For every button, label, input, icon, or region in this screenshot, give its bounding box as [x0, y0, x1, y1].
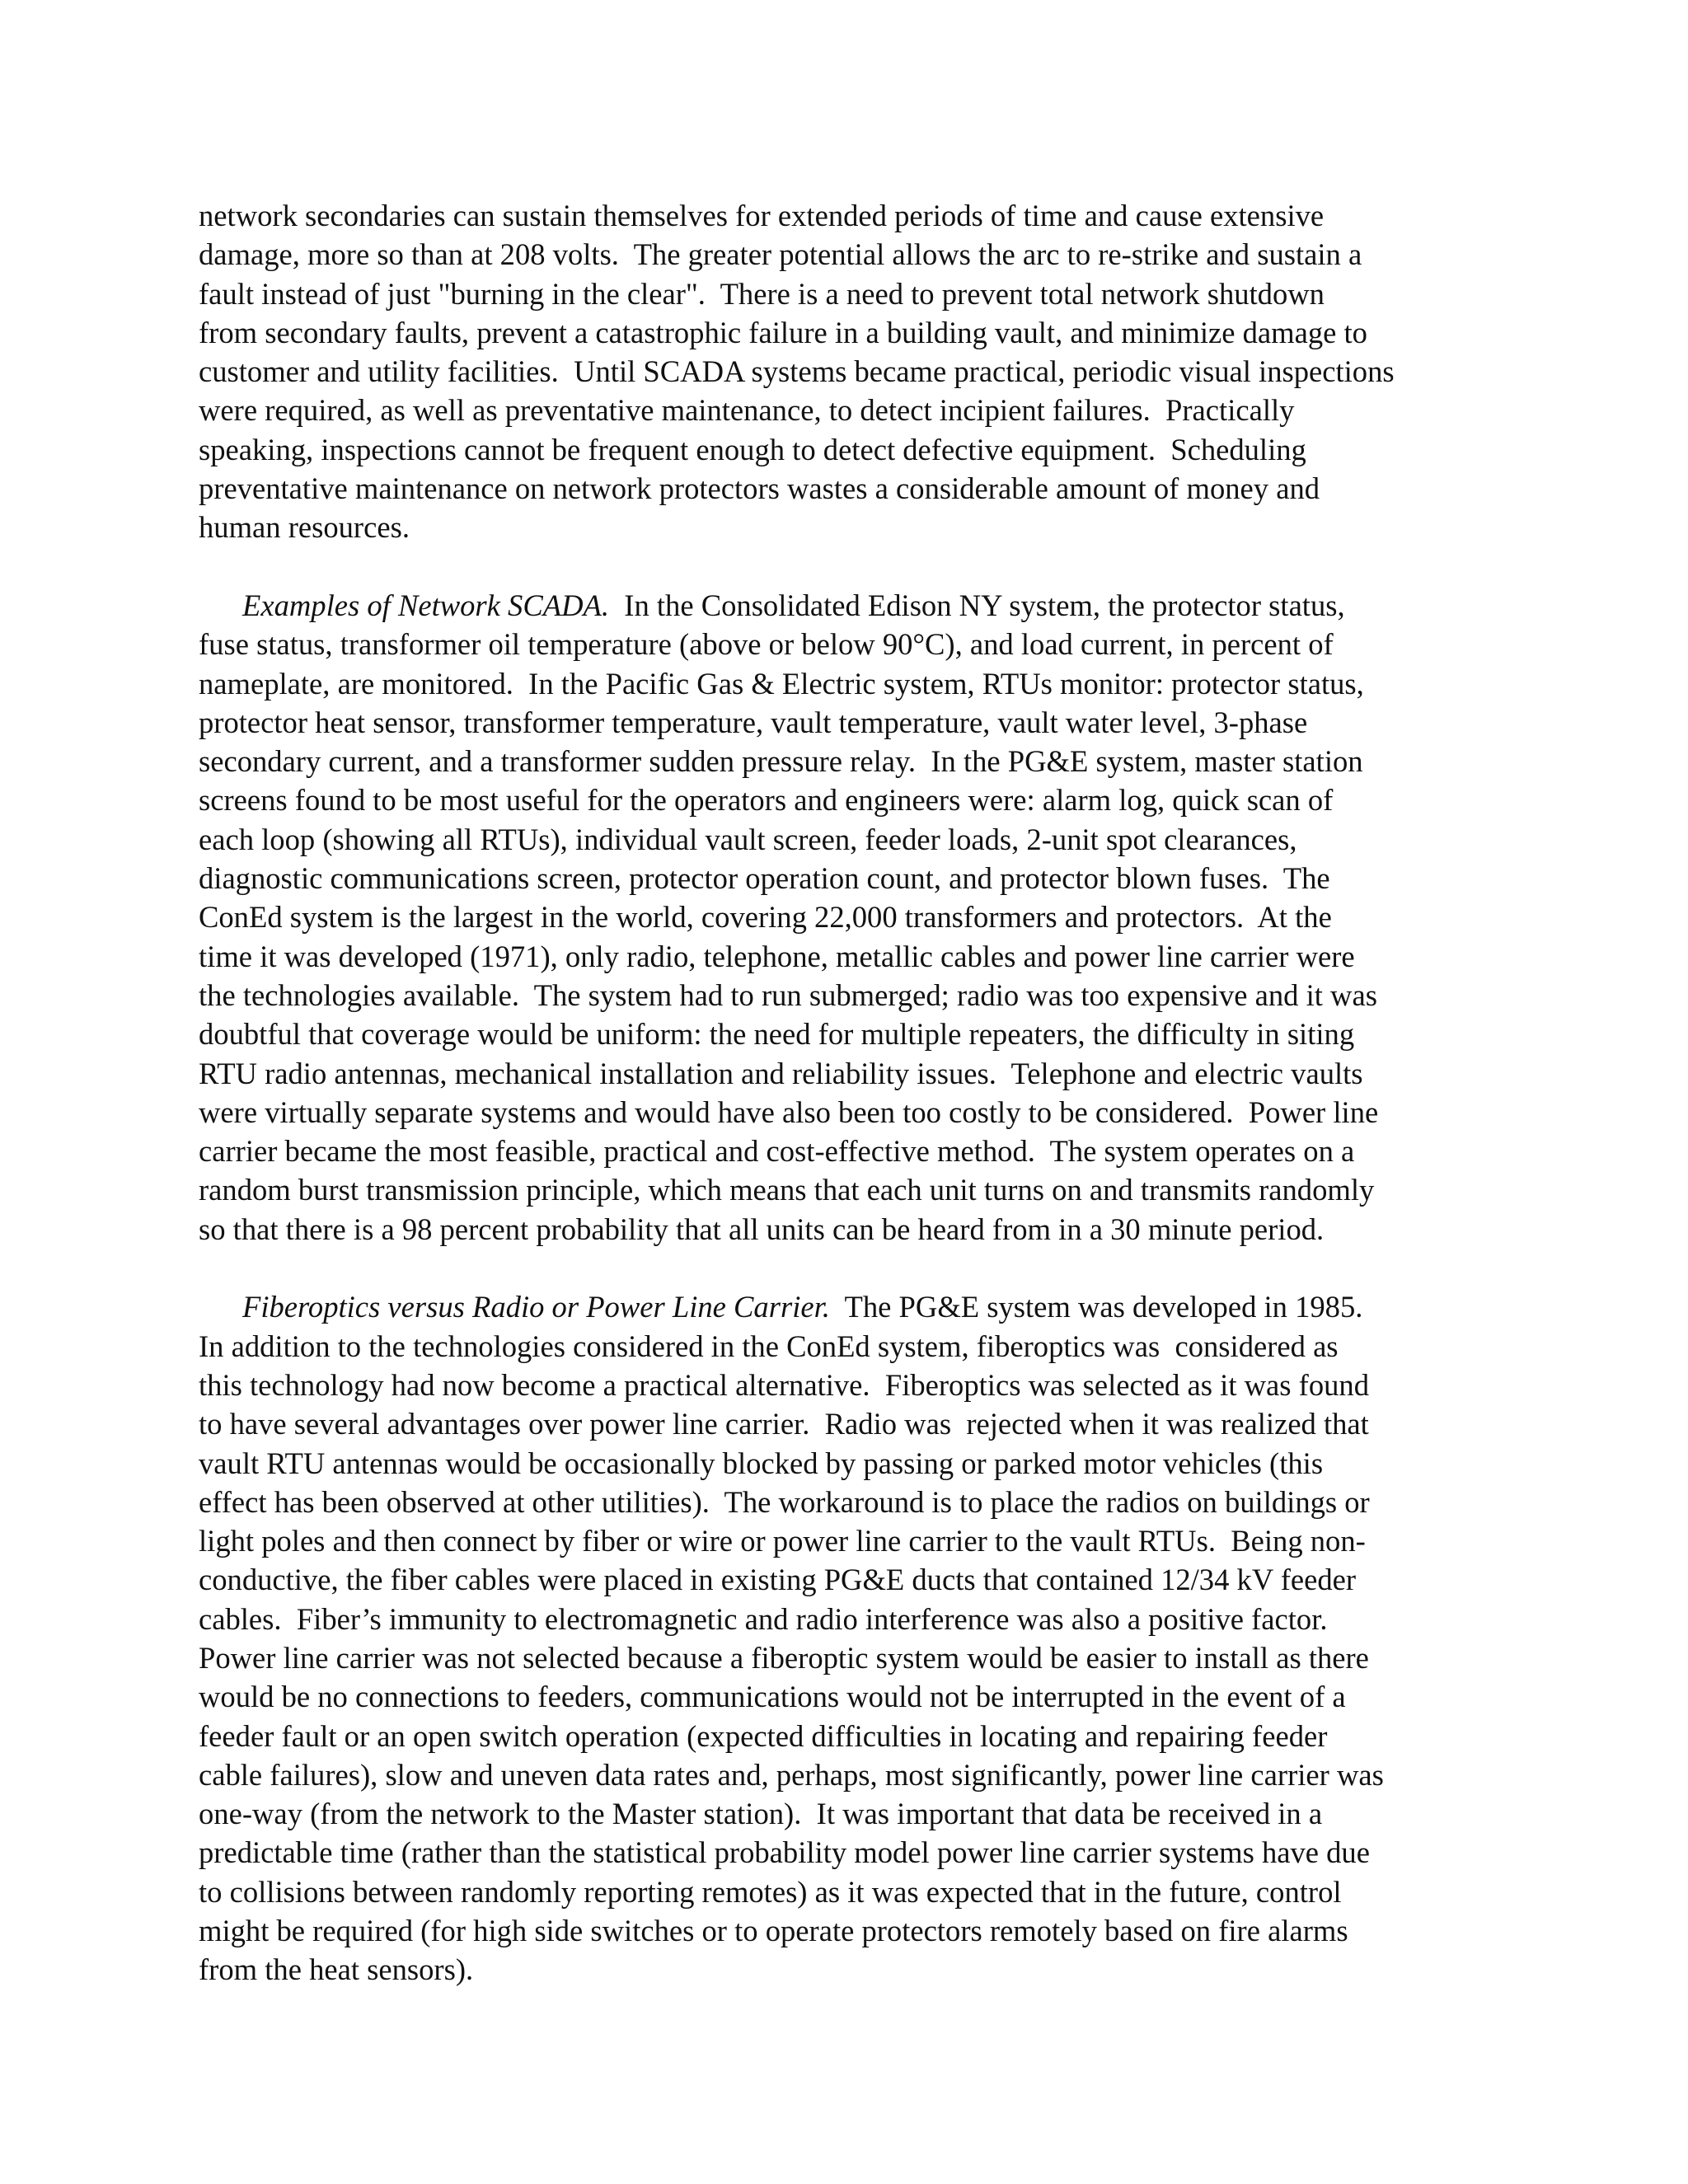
text-line: were virtually separate systems and would have also been too costly to be considered. Power line: [199, 1094, 1379, 1129]
text-line: In addition to the technologies considered in the ConEd system, fiberoptics was considered as: [199, 1329, 1339, 1363]
text-line: Power line carrier was not selected because a fiberoptic system would be easier to install as there: [199, 1640, 1369, 1675]
text-line: nameplate, are monitored. In the Pacific Gas & Electric system, RTUs monitor: protector status,: [199, 666, 1364, 701]
text-line: protector heat sensor, transformer temperature, vault temperature, vault water level, 3-phase: [199, 705, 1308, 739]
text-line: conductive, the fiber cables were placed in existing PG&E ducts that contained 12/34 kV feeder: [199, 1563, 1357, 1597]
text-line: fault instead of just "burning in the clear". There is a need to prevent total network shutdown: [199, 276, 1325, 311]
text-line: cable failures), slow and uneven data rates and, perhaps, most significantly, power line carrier was: [199, 1757, 1384, 1792]
text-line: to have several advantages over power line carrier. Radio was rejected when it was realized that: [199, 1407, 1369, 1441]
text-line: each loop (showing all RTUs), individual vault screen, feeder loads, 2-unit spot clearances,: [199, 822, 1297, 856]
text-line: light poles and then connect by fiber or wire or power line carrier to the vault RTUs. Being non-: [199, 1524, 1366, 1558]
text-line: human resources.: [199, 510, 410, 545]
text-line: secondary current, and a transformer sudden pressure relay. In the PG&E system, master station: [199, 744, 1363, 779]
text-line: customer and utility facilities. Until SCADA systems became practical, periodic visual inspections: [199, 354, 1395, 389]
text-line: carrier became the most feasible, practical and cost-effective method. The system operates on a: [199, 1134, 1355, 1169]
text-line: would be no connections to feeders, communications would not be interrupted in the event of a: [199, 1680, 1346, 1714]
body-text: [199, 196, 1501, 1990]
paragraph-2: [199, 586, 1501, 1249]
text-line: this technology had now become a practical alternative. Fiberoptics was selected as it was found: [199, 1367, 1369, 1402]
text-line: doubtful that coverage would be uniform: the need for multiple repeaters, the difficulty in siting: [199, 1017, 1355, 1052]
paragraph-lead-heading: Fiberoptics versus Radio or Power Line Carrier.: [242, 1290, 830, 1324]
text-line: screens found to be most useful for the operators and engineers were: alarm log, quick scan of: [199, 783, 1334, 818]
paragraph-lead-heading: Examples of Network SCADA.: [242, 588, 609, 622]
text-line: [199, 586, 1501, 625]
text-line: [199, 1287, 1501, 1326]
text-line: one-way (from the network to the Master station). It was important that data be received in a: [199, 1797, 1323, 1831]
paragraph-3: [199, 1287, 1501, 1989]
text-line: were required, as well as preventative maintenance, to detect incipient failures. Practically: [199, 393, 1295, 428]
text-line: might be required (for high side switches or to operate protectors remotely based on fire alarms: [199, 1914, 1348, 1948]
text-line: random burst transmission principle, which means that each unit turns on and transmits randomly: [199, 1173, 1375, 1207]
text-line: preventative maintenance on network protectors wastes a considerable amount of money and: [199, 471, 1320, 506]
text-line: fuse status, transformer oil temperature (above or below 90°C), and load current, in percent of: [199, 627, 1334, 662]
text-line: damage, more so than at 208 volts. The greater potential allows the arc to re-strike and sustain a: [199, 237, 1362, 272]
paragraph-1: [199, 196, 1501, 547]
text-line: predictable time (rather than the statistical probability model power line carrier systems have due: [199, 1835, 1370, 1870]
text-line: to collisions between randomly reporting remotes) as it was expected that in the future, control: [199, 1874, 1342, 1909]
text-line: RTU radio antennas, mechanical installation and reliability issues. Telephone and electric vaults: [199, 1056, 1363, 1090]
text-line: ConEd system is the largest in the world, covering 22,000 transformers and protectors. At the: [199, 900, 1332, 935]
text-line: from the heat sensors).: [199, 1952, 474, 1987]
text-line: diagnostic communications screen, protector operation count, and protector blown fuses. The: [199, 861, 1330, 896]
text-line: vault RTU antennas would be occasionally blocked by passing or parked motor vehicles (this: [199, 1446, 1324, 1480]
text-line: time it was developed (1971), only radio, telephone, metallic cables and power line carrier were: [199, 939, 1355, 973]
text-run: The PG&E system was developed in 1985.: [829, 1290, 1363, 1324]
text-line: cables. Fiber’s immunity to electromagnetic and radio interference was also a positive factor.: [199, 1601, 1328, 1636]
text-line: network secondaries can sustain themselves for extended periods of time and cause extensive: [199, 199, 1325, 232]
text-line: effect has been observed at other utilities). The workaround is to place the radios on buildings or: [199, 1484, 1370, 1519]
text-line: so that there is a 98 percent probability that all units can be heard from in a 30 minute period.: [199, 1212, 1325, 1246]
text-line: the technologies available. The system had to run submerged; radio was too expensive and it was: [199, 977, 1377, 1012]
text-line: speaking, inspections cannot be frequent enough to detect defective equipment. Scheduling: [199, 432, 1306, 466]
text-line: feeder fault or an open switch operation (expected difficulties in locating and repairing feeder: [199, 1718, 1328, 1753]
text-run: In the Consolidated Edison NY system, the protector status,: [608, 588, 1345, 622]
text-line: from secondary faults, prevent a catastrophic failure in a building vault, and minimize damage to: [199, 315, 1367, 349]
